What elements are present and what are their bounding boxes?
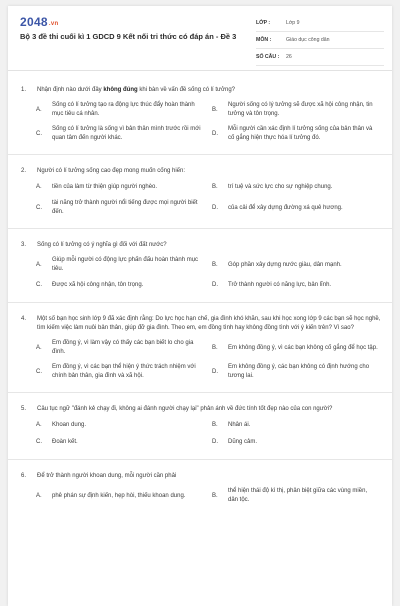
- options-grid: [8, 176, 392, 217]
- option-text: Sống có lí tưởng là sống vì bản thân mình trước rồi mới quan tâm đến người khác.: [52, 126, 201, 141]
- meta-row-subject: [256, 32, 384, 49]
- option-b[interactable]: [212, 256, 382, 274]
- option-c[interactable]: [36, 199, 206, 217]
- option-b[interactable]: [212, 101, 382, 119]
- meta-key: SỐ CÂU :: [256, 54, 280, 60]
- option-d[interactable]: [212, 437, 382, 448]
- option-label: B.: [212, 184, 218, 190]
- option-d[interactable]: [212, 280, 382, 291]
- options-grid: [8, 333, 392, 381]
- meta-value: Giáo dục công dân: [286, 37, 330, 43]
- option-label: C.: [36, 204, 42, 211]
- question-text: Để trở thành người khoan dung, mỗi người cần phải: [37, 473, 177, 479]
- question-number: 4.: [21, 316, 27, 322]
- option-b[interactable]: [212, 339, 382, 357]
- logo-text: 2048: [20, 15, 48, 29]
- option-label: A.: [36, 184, 42, 190]
- question-text: Người có lí tưởng sống cao đẹp mong muốn cống hiến:: [37, 168, 185, 174]
- question-text: Câu tục ngữ "đánh kẻ chạy đi, không ai đánh người chạy lại" phản ánh về đức tính tốt đẹp nào của con người?: [37, 406, 333, 412]
- option-text: Giúp mỗi người có động lực phấn đấu hoàn thành mục tiêu.: [52, 257, 199, 272]
- divider: [8, 459, 392, 460]
- question-number: 2.: [21, 168, 27, 174]
- question-text-part: Nhận định nào dưới đây: [37, 87, 104, 93]
- question-1: [8, 86, 392, 143]
- question-text-part: khi bàn về vấn đề sống có lí tưởng?: [137, 87, 236, 93]
- logo-suffix: .vn: [48, 21, 59, 27]
- question-text: Một số bạn học sinh lớp 9 đã xác định rằng: Do lực học hạn chế, gia đình khó khăn, sau khi học xong lớp 9 các bạn sẽ học nghề, tìm kiếm việc làm nuôi bản thân, giúp đỡ gia đình. Theo em, em đồng tình hay không đồng tình với ý kiến trên? Vì sao?: [37, 316, 381, 331]
- option-b[interactable]: [212, 487, 382, 505]
- option-a[interactable]: [36, 101, 206, 119]
- option-a[interactable]: [36, 256, 206, 274]
- option-c[interactable]: [36, 437, 206, 448]
- option-text: Góp phần xây dựng nước giàu, dân mạnh.: [228, 261, 342, 268]
- option-text: Dũng cảm.: [228, 439, 258, 445]
- divider: [8, 228, 392, 229]
- option-text: tiền của làm từ thiện giúp người nghèo.: [52, 184, 158, 190]
- option-label: A.: [36, 261, 42, 268]
- option-label: D.: [212, 204, 218, 211]
- question-number: 6.: [21, 473, 27, 479]
- option-label: C.: [36, 130, 42, 137]
- option-text: Em đồng ý, vì các bạn thể hiện ý thức trách nhiệm với chính bản thân, gia đình và xã hội.: [52, 364, 196, 379]
- option-text: của cải để xây dựng đường xá quê hương.: [228, 204, 343, 211]
- option-label: D.: [212, 439, 218, 445]
- meta-key: LỚP :: [256, 20, 271, 26]
- options-grid: [8, 95, 392, 143]
- option-a[interactable]: [36, 339, 206, 357]
- option-text: Đoàn kết.: [52, 439, 78, 445]
- option-text: Sống có lí tưởng tạo ra động lực thúc đẩy hoàn thành mục tiêu cá nhân.: [52, 102, 195, 117]
- question-text: [37, 86, 382, 95]
- option-text: Khoan dung.: [52, 422, 87, 428]
- options-grid: [8, 250, 392, 291]
- option-text: Trở thành người có năng lực, bản lĩnh.: [228, 282, 332, 288]
- meta-row-count: [256, 49, 384, 66]
- option-label: A.: [36, 344, 42, 351]
- question-2: [8, 167, 392, 217]
- option-a[interactable]: [36, 420, 206, 431]
- divider: [8, 302, 392, 303]
- question-4: [8, 315, 392, 381]
- question-number: 1.: [21, 87, 27, 93]
- option-label: B.: [212, 344, 218, 351]
- meta-row-class: [256, 15, 384, 32]
- option-label: A.: [36, 492, 42, 499]
- question-list: [8, 86, 392, 505]
- document-title: Bộ 3 đề thi cuối kì 1 GDCD 9 Kết nối tri thức có đáp án - Đề 3: [20, 32, 237, 41]
- option-text: phê phán sự định kiến, hẹp hòi, thiếu khoan dung.: [52, 492, 186, 499]
- meta-key: MÔN :: [256, 37, 272, 43]
- question-5: [8, 405, 392, 448]
- option-text: trí tuệ và sức lực cho sự nghiệp chung.: [228, 184, 333, 190]
- option-b[interactable]: [212, 420, 382, 431]
- question-3: [8, 241, 392, 291]
- option-label: A.: [36, 422, 42, 428]
- option-label: C.: [36, 439, 42, 445]
- option-label: D.: [212, 368, 218, 375]
- option-text: Em không đồng ý, các bạn không có định hướng cho tương lai.: [228, 364, 370, 379]
- option-text: tài năng trở thành người nổi tiếng được mọi người biết đến.: [52, 200, 198, 215]
- option-label: A.: [36, 106, 42, 113]
- option-text: Nhân ái.: [228, 422, 251, 428]
- option-label: D.: [212, 282, 218, 288]
- site-logo[interactable]: [20, 15, 58, 29]
- divider: [8, 154, 392, 155]
- document-header: [8, 6, 392, 71]
- option-a[interactable]: [36, 487, 206, 505]
- option-label: B.: [212, 261, 218, 268]
- option-a[interactable]: [36, 182, 206, 193]
- option-d[interactable]: [212, 125, 382, 143]
- option-c[interactable]: [36, 280, 206, 291]
- option-d[interactable]: [212, 363, 382, 381]
- question-text: Sống có lí tưởng có ý nghĩa gì đối với đất nước?: [37, 242, 167, 248]
- meta-value: 26: [286, 54, 292, 60]
- divider: [8, 392, 392, 393]
- document-meta: [256, 15, 384, 66]
- meta-value: Lớp 9: [286, 20, 300, 26]
- option-label: C.: [36, 282, 42, 288]
- option-label: B.: [212, 106, 218, 113]
- document-page: [8, 6, 392, 606]
- question-number: 3.: [21, 242, 27, 248]
- option-label: C.: [36, 368, 42, 375]
- option-label: B.: [212, 422, 218, 428]
- option-c[interactable]: [36, 363, 206, 381]
- option-label: D.: [212, 130, 218, 137]
- question-emphasis: không đúng: [103, 87, 138, 93]
- option-text: Được xã hội công nhận, tôn trọng.: [52, 282, 144, 288]
- option-text: thể hiện thái độ kì thị, phân biệt giữa các vùng miền, dân tộc.: [228, 488, 368, 503]
- question-number: 5.: [21, 406, 27, 412]
- option-text: Người sống có lý tưởng sẽ được xã hội công nhận, tin tưởng và tôn trọng.: [228, 102, 373, 117]
- options-grid: [8, 481, 392, 505]
- question-6: [8, 472, 392, 505]
- option-text: Mỗi người cần xác định lí tưởng sống của bản thân và cố gắng hiện thực hóa lí tưởng đó.: [228, 126, 373, 141]
- option-text: Em đồng ý, vì làm vậy có thấy các bạn biết lo cho gia đình.: [52, 340, 194, 355]
- option-label: B.: [212, 492, 218, 499]
- option-d[interactable]: [212, 199, 382, 217]
- option-b[interactable]: [212, 182, 382, 193]
- option-c[interactable]: [36, 125, 206, 143]
- options-grid: [8, 414, 392, 448]
- option-text: Em không đồng ý, vì các bạn không cố gắng để học tập.: [228, 344, 378, 351]
